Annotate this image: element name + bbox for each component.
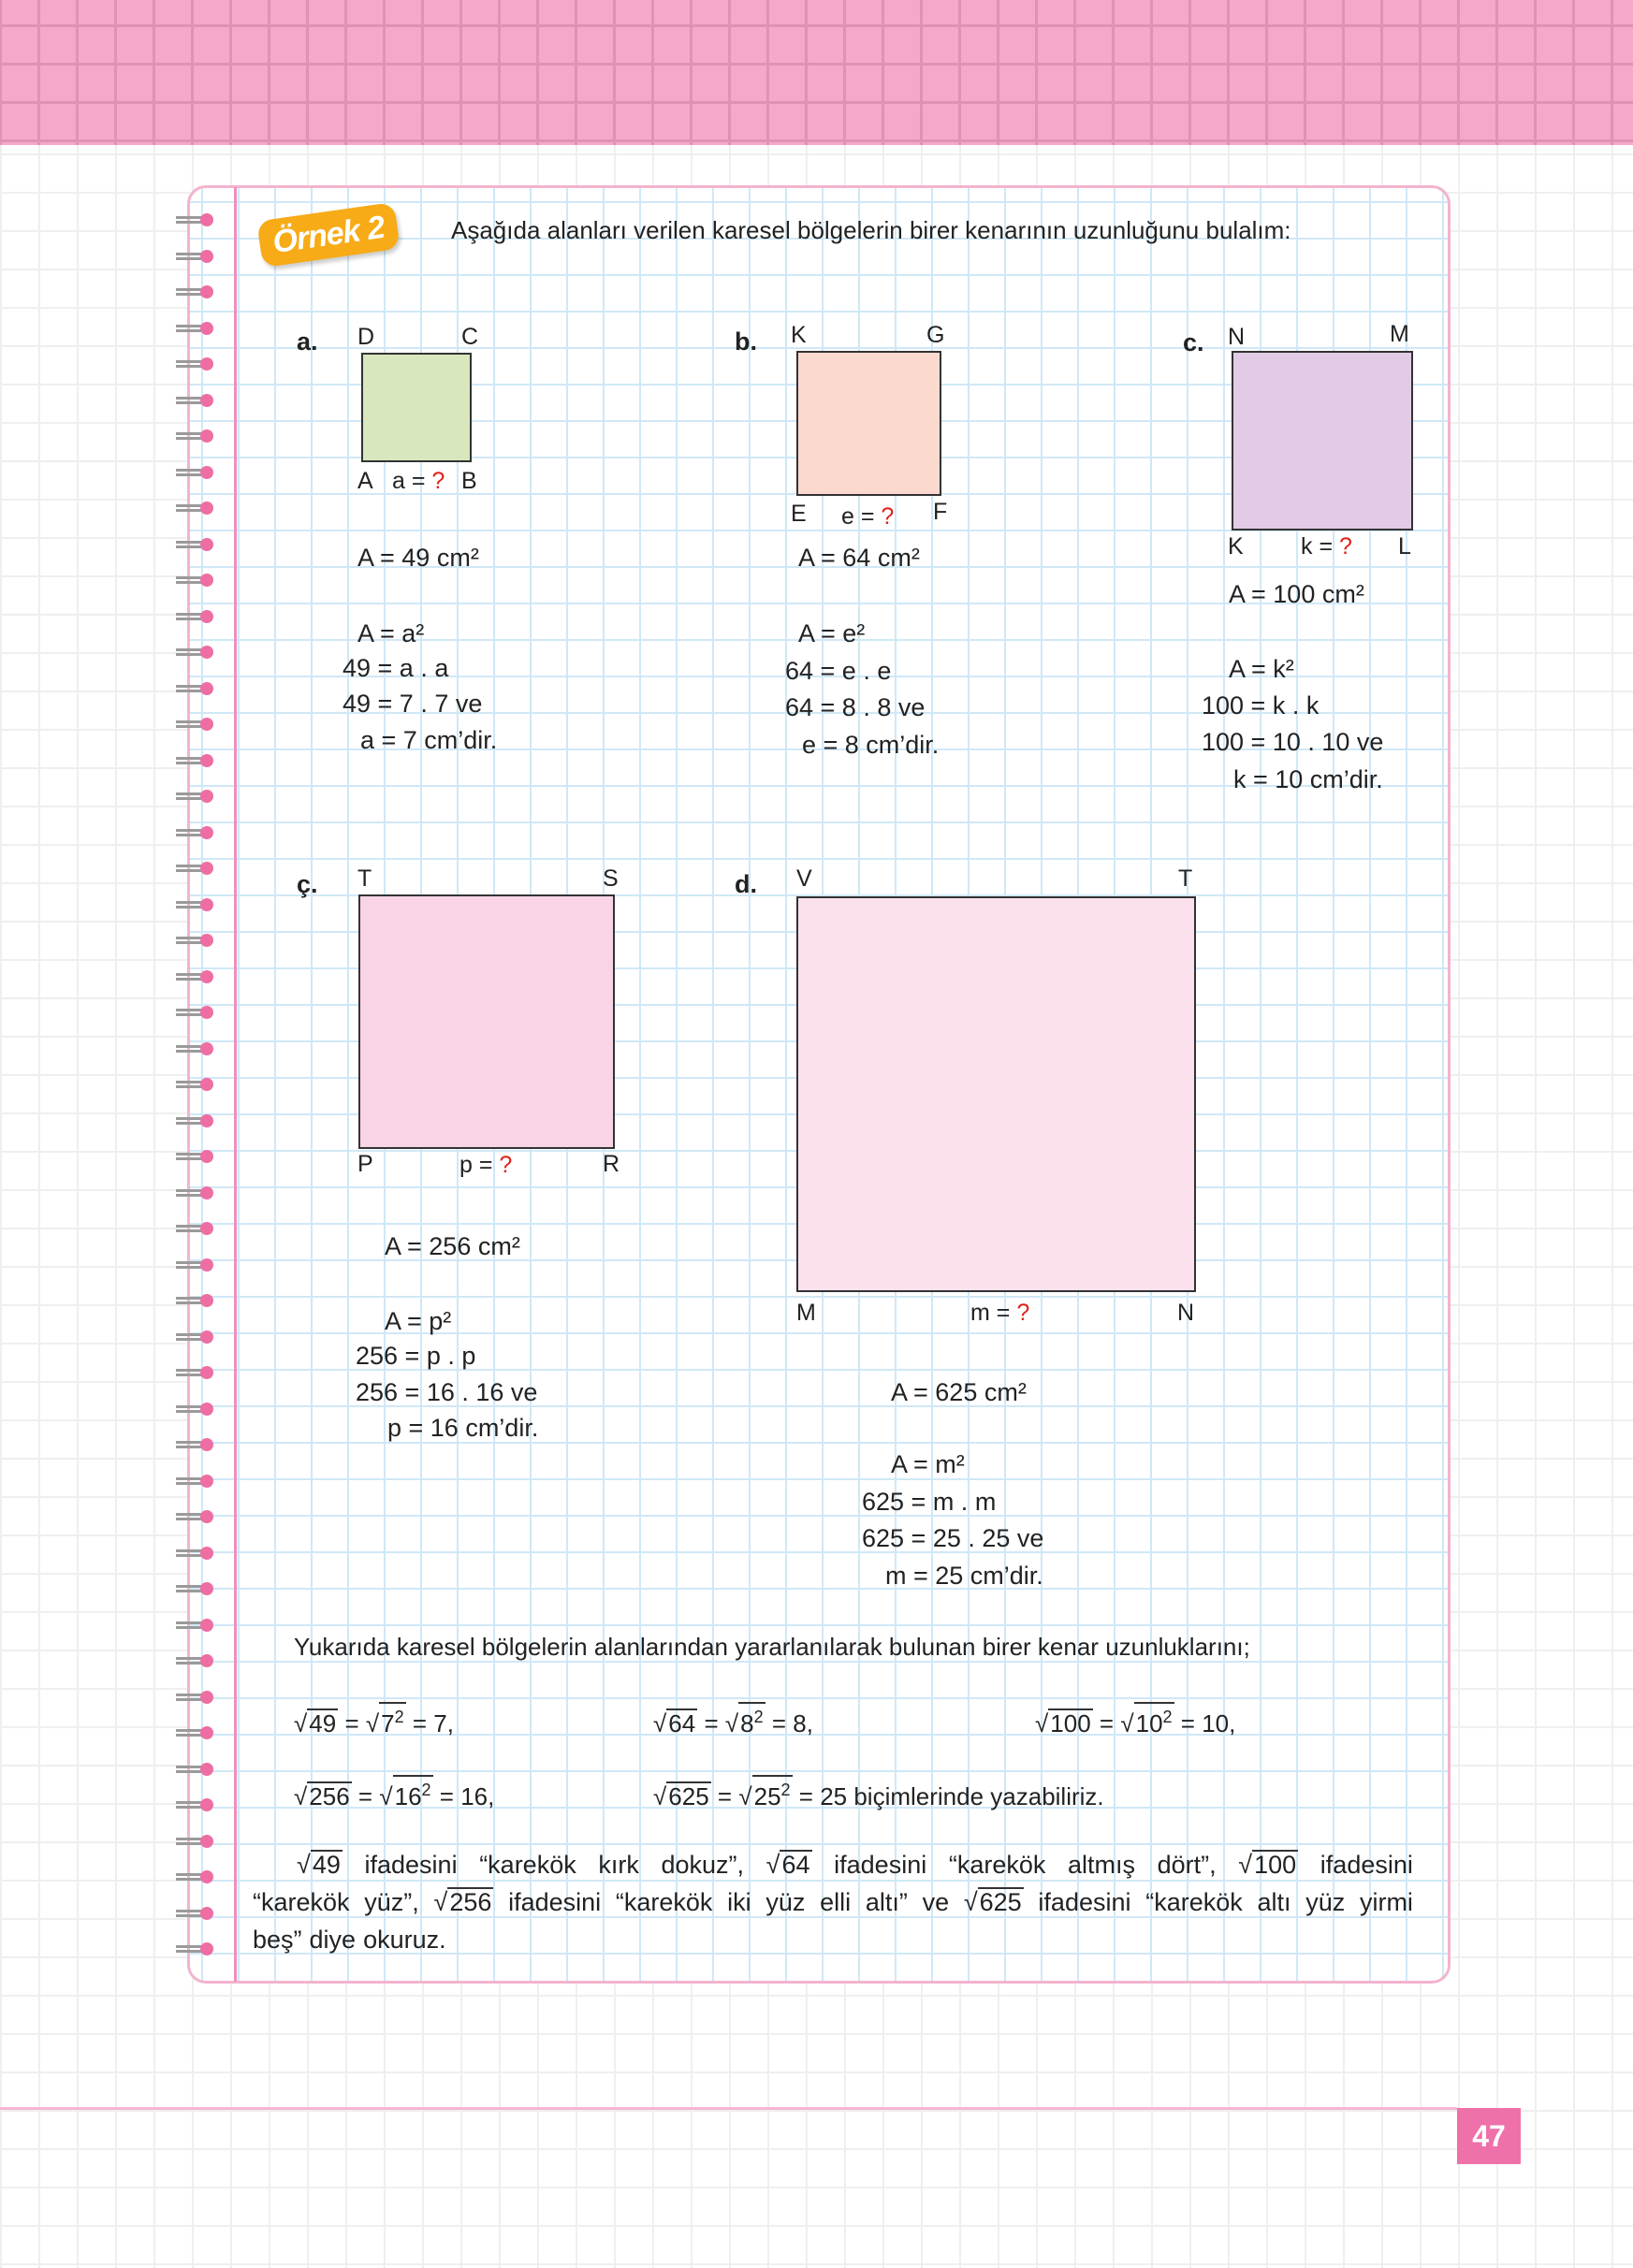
word: ve [922, 1888, 950, 1916]
ring-hole [200, 502, 213, 515]
unknown-mark: ? [1016, 1300, 1030, 1326]
word: yirmi [1359, 1888, 1413, 1916]
vertex-label: G [926, 322, 945, 348]
solution-step: 100 = k . k [1202, 691, 1320, 720]
square-region [361, 353, 472, 462]
ring-hole [200, 429, 213, 443]
word: altı [1257, 1888, 1291, 1916]
word: okuruz. [363, 1926, 446, 1954]
square-root [433, 1883, 493, 1921]
spiral-ring [176, 1870, 215, 1883]
spiral-ring [176, 1691, 215, 1704]
spiral-ring [176, 1150, 215, 1163]
area-given: A = 100 cm² [1229, 580, 1364, 608]
ring-hole [200, 1475, 213, 1488]
spiral-ring [176, 1186, 215, 1199]
ring-hole [200, 1547, 213, 1560]
word: elli [820, 1888, 852, 1916]
radical-sign: √ [1238, 1851, 1253, 1879]
root-equation [294, 1702, 454, 1738]
ring-hole [200, 574, 213, 587]
spiral-ring [176, 1330, 215, 1344]
paragraph-line [253, 1883, 1413, 1921]
radicand: 100 [1050, 1709, 1091, 1737]
ring-hole [200, 1870, 213, 1883]
solution-step: A = e² [798, 619, 866, 647]
ring-hole [200, 538, 213, 551]
area-given: A = 625 cm² [891, 1378, 1027, 1406]
root-equation [653, 1702, 813, 1738]
ring-hole [200, 1330, 213, 1344]
solution-step: 49 = 7 . 7 ve [343, 690, 483, 718]
vertex-label: A [357, 468, 373, 494]
spiral-ring [176, 1798, 215, 1811]
radical-sign: √ [1120, 1709, 1134, 1737]
radicand [379, 1702, 405, 1737]
word: beş” [253, 1926, 302, 1954]
radicand: 625 [668, 1782, 709, 1810]
square-region [1232, 351, 1413, 531]
summary-intro: Yukarıda karesel bölgelerin alanlarından yararlanılarak bulunan birer kenar uzunluklarını; [294, 1633, 1250, 1661]
word: “karekök [615, 1888, 713, 1916]
solution-step: A = k² [1229, 655, 1294, 683]
square-region [796, 351, 941, 496]
square-root [766, 1846, 812, 1883]
radical-sign: √ [724, 1709, 739, 1737]
ring-hole [200, 394, 213, 407]
ring-hole [200, 1582, 213, 1595]
solution-step: 64 = e . e [785, 657, 892, 685]
spiral-ring [176, 754, 215, 767]
spiral-ring [176, 1726, 215, 1739]
spiral-ring [176, 682, 215, 695]
spiral-ring [176, 1654, 215, 1667]
ring-hole [200, 1438, 213, 1451]
equals-sign: = [717, 1782, 733, 1810]
radical-sign: √ [294, 1782, 308, 1810]
spiral-ring [176, 357, 215, 371]
spiral-ring [176, 1258, 215, 1272]
ring-hole [200, 1006, 213, 1019]
ring-hole [200, 1403, 213, 1416]
ring-hole [200, 862, 213, 875]
square-region [358, 894, 615, 1149]
equals-sign: = [344, 1709, 359, 1737]
vertex-label: D [357, 324, 375, 350]
spiral-ring [176, 1907, 215, 1920]
radicand [738, 1702, 765, 1737]
spiral-ring [176, 862, 215, 875]
solution-step: 256 = 16 . 16 ve [356, 1378, 538, 1406]
reading-paragraph [253, 1846, 1413, 1958]
solution-step: k = 10 cm’dir. [1233, 765, 1383, 793]
radical-sign: √ [294, 1709, 308, 1737]
spiral-ring [176, 213, 215, 226]
unknown-mark: ? [499, 1152, 513, 1178]
radicand: 625 [979, 1888, 1022, 1916]
spiral-ring [176, 1475, 215, 1488]
vertex-label: N [1177, 1300, 1195, 1326]
word: ifadesini [508, 1888, 602, 1916]
spiral-ring [176, 718, 215, 731]
equals-sign: = [704, 1709, 719, 1737]
word: ifadesini [364, 1851, 458, 1879]
result: = 16, [439, 1782, 495, 1810]
ring-hole [200, 970, 213, 983]
ring-hole [200, 1186, 213, 1199]
radical-sign: √ [365, 1709, 380, 1737]
solution-step: 625 = 25 . 25 ve [862, 1524, 1044, 1552]
spiral-ring [176, 898, 215, 911]
spiral-ring [176, 429, 215, 443]
ring-hole [200, 1258, 213, 1272]
vertex-label: R [603, 1151, 620, 1177]
radical-sign: √ [765, 1851, 780, 1879]
side-label [392, 466, 445, 496]
word: yüz [1305, 1888, 1346, 1916]
ring-hole [200, 466, 213, 479]
ring-hole [200, 610, 213, 623]
solution-step: e = 8 cm’dir. [802, 731, 940, 759]
vertex-label: B [461, 468, 477, 494]
word: yüz [765, 1888, 806, 1916]
ring-hole [200, 790, 213, 803]
square-root [1238, 1846, 1298, 1883]
problem-letter: b. [735, 327, 757, 356]
solution-step: 100 = 10 . 10 ve [1202, 728, 1384, 756]
spiral-ring [176, 1006, 215, 1019]
word: yüz”, [364, 1888, 419, 1916]
solution-step: 64 = 8 . 8 ve [785, 693, 926, 721]
vertex-label: K [1228, 533, 1244, 560]
radical-sign: √ [653, 1709, 667, 1737]
ring-hole [200, 1763, 213, 1776]
exponent: 2 [421, 1781, 431, 1799]
problem-letter: d. [735, 870, 757, 898]
ring-hole [200, 898, 213, 911]
base: 25 [753, 1782, 781, 1810]
side-label [1301, 531, 1352, 561]
ring-hole [200, 357, 213, 371]
square-root [964, 1883, 1024, 1921]
vertex-label: K [791, 322, 807, 348]
base: 8 [740, 1709, 754, 1737]
word: “karekök [1145, 1888, 1243, 1916]
word: kırk [598, 1851, 639, 1879]
spiral-ring [176, 934, 215, 947]
solution-step: a = 7 cm’dir. [360, 726, 498, 754]
spiral-ring [176, 826, 215, 839]
spiral-ring [176, 1510, 215, 1523]
spiral-ring [176, 790, 215, 803]
solution-step: A = p² [385, 1307, 452, 1335]
word: “karekök [948, 1851, 1046, 1879]
ring-hole [200, 1654, 213, 1667]
vertex-label: F [933, 499, 948, 525]
spiral-ring [176, 1763, 215, 1776]
spiral-ring [176, 538, 215, 551]
ring-hole [200, 1942, 213, 1955]
spiral-ring [176, 502, 215, 515]
exponent: 2 [394, 1708, 404, 1726]
ring-hole [200, 1619, 213, 1632]
ring-hole [200, 322, 213, 335]
equals-sign: = [357, 1782, 373, 1810]
ring-hole [200, 213, 213, 226]
unknown-mark: ? [1339, 533, 1352, 560]
square-root [294, 1708, 338, 1738]
unknown-mark: ? [881, 503, 895, 530]
result: = 7, [412, 1709, 454, 1737]
radicand: 256 [449, 1888, 492, 1916]
ring-hole [200, 1510, 213, 1523]
square-root [366, 1702, 406, 1738]
word: “karekök [253, 1888, 350, 1916]
radicand: 49 [309, 1709, 337, 1737]
square-root [653, 1781, 711, 1811]
spiral-ring [176, 1078, 215, 1091]
solution-step: 625 = m . m [862, 1488, 997, 1516]
word: “karekök [479, 1851, 576, 1879]
ring-hole [200, 1150, 213, 1163]
square-root [1120, 1702, 1174, 1738]
square-root [653, 1708, 697, 1738]
result: = 8, [771, 1709, 813, 1737]
spiral-ring [176, 1403, 215, 1416]
vertex-label: P [357, 1151, 373, 1177]
ring-hole [200, 718, 213, 731]
example-badge: Örnek 2 [256, 202, 401, 268]
exponent: 2 [780, 1781, 791, 1799]
radical-sign: √ [1035, 1709, 1049, 1737]
ring-hole [200, 1798, 213, 1811]
side-variable: k = [1301, 533, 1334, 560]
square-root [379, 1775, 432, 1811]
vertex-label: T [1178, 865, 1193, 892]
spiral-ring [176, 1438, 215, 1451]
base: 10 [1135, 1709, 1163, 1737]
spiral-ring [176, 322, 215, 335]
result: = 10, [1180, 1709, 1236, 1737]
spiral-ring [176, 1619, 215, 1632]
radicand [1134, 1702, 1174, 1737]
radicand: 49 [312, 1851, 341, 1879]
unknown-mark: ? [431, 468, 445, 494]
vertex-label: V [796, 865, 812, 892]
vertex-label: N [1228, 324, 1246, 350]
root-equation [653, 1775, 1104, 1811]
spiral-ring [176, 1222, 215, 1235]
ring-hole [200, 826, 213, 839]
spiral-ring [176, 285, 215, 298]
side-variable: p = [459, 1152, 493, 1178]
word: ifadesini [1320, 1851, 1413, 1879]
radicand [752, 1775, 793, 1810]
ring-hole [200, 1078, 213, 1091]
word: altmış [1067, 1851, 1135, 1879]
ring-hole [200, 1691, 213, 1704]
radical-sign: √ [379, 1782, 393, 1810]
area-given: A = 64 cm² [798, 544, 920, 572]
vertex-label: C [461, 324, 479, 350]
word: diye [309, 1926, 357, 1954]
square-root [725, 1702, 765, 1738]
problem-letter: a. [297, 327, 318, 356]
word: dokuz”, [661, 1851, 745, 1879]
ring-hole [200, 934, 213, 947]
decorative-grid-band [0, 0, 1633, 145]
margin-line [234, 187, 237, 1982]
radicand: 64 [668, 1709, 696, 1737]
ring-hole [200, 682, 213, 695]
ring-hole [200, 1366, 213, 1379]
radicand [393, 1775, 433, 1810]
spiral-ring [176, 1582, 215, 1595]
side-variable: m = [970, 1300, 1011, 1326]
ring-hole [200, 1042, 213, 1055]
square-region [796, 896, 1196, 1292]
spiral-ring [176, 970, 215, 983]
problem-letter: ç. [297, 870, 318, 898]
spiral-ring [176, 466, 215, 479]
result: = 25 biçimlerinde yazabiliriz. [798, 1782, 1104, 1810]
solution-step: 49 = a . a [343, 654, 449, 682]
radical-sign: √ [738, 1782, 752, 1810]
ring-hole [200, 1222, 213, 1235]
radical-sign: √ [653, 1782, 667, 1810]
ring-hole [200, 646, 213, 659]
ring-hole [200, 754, 213, 767]
vertex-label: S [603, 865, 619, 892]
side-label [841, 502, 894, 531]
word: dört”, [1157, 1851, 1217, 1879]
footer-line [0, 2107, 1457, 2110]
vertex-label: L [1398, 533, 1411, 560]
spiral-ring [176, 394, 215, 407]
page-number: 47 [1457, 2108, 1521, 2164]
spiral-ring [176, 1114, 215, 1127]
ring-hole [200, 250, 213, 263]
spiral-ring [176, 1366, 215, 1379]
radical-sign: √ [297, 1851, 311, 1879]
radicand: 256 [309, 1782, 350, 1810]
solution-step: m = 25 cm’dir. [885, 1562, 1043, 1590]
solution-step: A = a² [357, 619, 425, 647]
square-root [294, 1781, 352, 1811]
word: iki [727, 1888, 751, 1916]
spiral-ring [176, 610, 215, 623]
vertex-label: T [357, 865, 372, 892]
root-equation [294, 1775, 494, 1811]
ring-hole [200, 1726, 213, 1739]
vertex-label: E [791, 501, 807, 527]
side-label [459, 1150, 512, 1180]
square-root [738, 1775, 792, 1811]
radical-sign: √ [963, 1888, 978, 1916]
base: 16 [394, 1782, 422, 1810]
solution-step: p = 16 cm’dir. [387, 1414, 539, 1442]
word: ifadesini [1038, 1888, 1131, 1916]
ring-hole [200, 1835, 213, 1848]
area-given: A = 256 cm² [385, 1232, 520, 1260]
ring-hole [200, 285, 213, 298]
spiral-ring [176, 250, 215, 263]
solution-step: 256 = p . p [356, 1342, 476, 1370]
exponent: 2 [753, 1708, 764, 1726]
root-equation [1035, 1702, 1235, 1738]
spiral-ring [176, 1042, 215, 1055]
paragraph-line [253, 1846, 1413, 1883]
radicand: 100 [1254, 1851, 1297, 1879]
solution-step: A = m² [891, 1450, 965, 1478]
square-root [1035, 1708, 1093, 1738]
ring-hole [200, 1294, 213, 1307]
exponent: 2 [1162, 1708, 1173, 1726]
spiral-ring [176, 646, 215, 659]
instruction-text: Aşağıda alanları verilen karesel bölgelerin birer kenarının uzunluğunu bulalım: [451, 216, 1291, 244]
radicand: 64 [781, 1851, 810, 1879]
side-variable: a = [392, 468, 426, 494]
paragraph-line [253, 1921, 1413, 1958]
spiral-ring [176, 1294, 215, 1307]
area-given: A = 49 cm² [357, 544, 479, 572]
word: ifadesini [834, 1851, 927, 1879]
vertex-label: M [796, 1300, 816, 1326]
spiral-ring [176, 574, 215, 587]
side-label [970, 1298, 1029, 1328]
spiral-ring [176, 1835, 215, 1848]
side-variable: e = [841, 503, 875, 530]
radical-sign: √ [433, 1888, 448, 1916]
spiral-ring [176, 1942, 215, 1955]
square-root [297, 1846, 343, 1883]
problem-letter: c. [1183, 328, 1204, 356]
equals-sign: = [1099, 1709, 1115, 1737]
base: 7 [381, 1709, 395, 1737]
spiral-ring [176, 1547, 215, 1560]
word: altı” [865, 1888, 908, 1916]
vertex-label: M [1390, 321, 1409, 347]
ring-hole [200, 1114, 213, 1127]
ring-hole [200, 1907, 213, 1920]
